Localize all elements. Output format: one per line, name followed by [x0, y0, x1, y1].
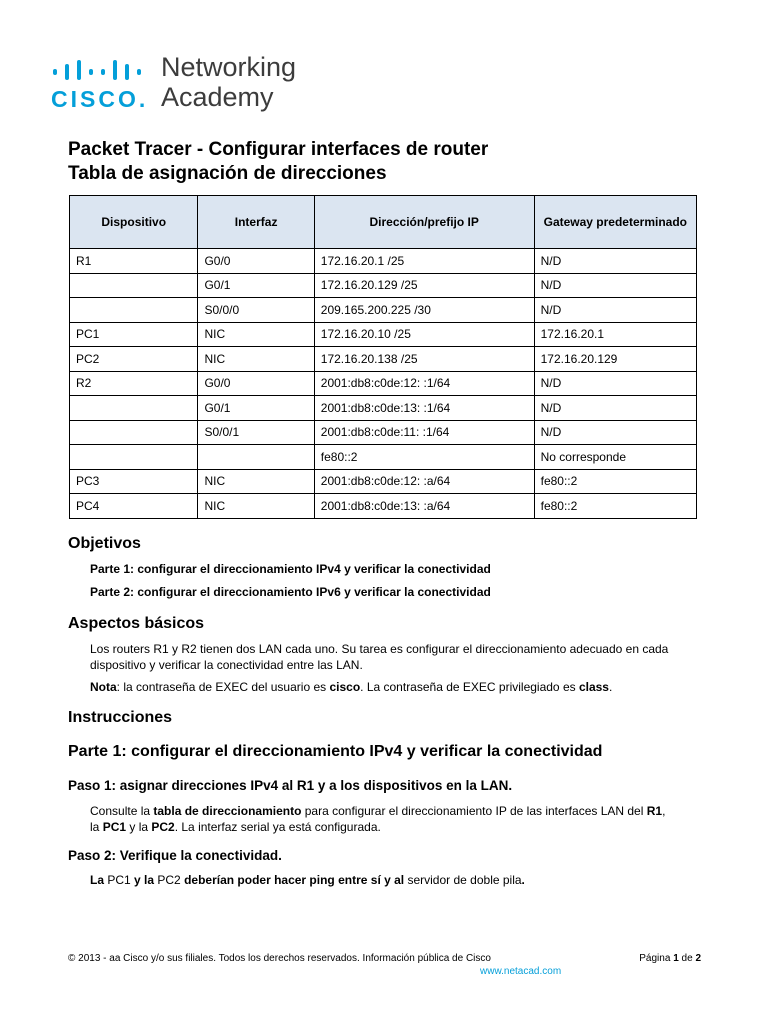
- table-cell: G0/1: [198, 273, 314, 298]
- table-cell: 2001:db8:c0de:13: :1/64: [314, 396, 534, 421]
- nota-label: Nota: [90, 680, 117, 694]
- paso1-h: y la: [126, 820, 152, 834]
- table-cell: [70, 298, 198, 323]
- table-cell: N/D: [534, 420, 696, 445]
- table-title: Tabla de asignación de direcciones: [68, 163, 387, 184]
- table-row: [70, 469, 697, 494]
- nota-class: class: [578, 680, 609, 694]
- paso1-f: la: [90, 820, 103, 834]
- table-cell: 2001:db8:c0de:12: :1/64: [314, 371, 534, 396]
- table-cell: N/D: [534, 396, 696, 421]
- table-cell: NIC: [198, 469, 314, 494]
- paso1-heading: Paso 1: asignar direcciones IPv4 al R1 y a los dispositivos en la LAN.: [68, 778, 513, 793]
- paso2-b: PC1: [104, 873, 135, 887]
- table-cell: NIC: [198, 347, 314, 372]
- table-cell: 172.16.20.138 /25: [314, 347, 534, 372]
- nota-text-b: . La contraseña de EXEC privilegiado es: [360, 680, 579, 694]
- table-cell: [198, 445, 314, 470]
- address-table: [69, 195, 697, 519]
- table-cell: PC3: [70, 469, 198, 494]
- table-cell: N/D: [534, 371, 696, 396]
- footer-netacad-link[interactable]: www.netacad.com: [480, 966, 562, 977]
- instrucciones-heading: Instrucciones: [68, 709, 173, 726]
- table-header-row: [70, 196, 697, 249]
- page-of: de: [678, 953, 696, 964]
- page-title: Packet Tracer - Configurar interfaces de router: [68, 139, 489, 160]
- table-cell: No corresponde: [534, 445, 696, 470]
- table-cell: [70, 445, 198, 470]
- brand-academy: Academy: [161, 82, 274, 112]
- footer-page-number: [639, 953, 701, 964]
- table-cell: PC4: [70, 494, 198, 519]
- paso1-c: para configurar el direccionamiento IP de las interfaces LAN del: [301, 804, 647, 818]
- table-cell: 172.16.20.129 /25: [314, 273, 534, 298]
- paso2-e: deberían poder hacer ping entre sí y al: [184, 873, 405, 887]
- page-total: 2: [695, 953, 701, 964]
- paso2-a: La: [90, 873, 105, 887]
- table-cell: G0/0: [198, 249, 314, 274]
- paso1-e: ,: [662, 804, 666, 818]
- paso1-text: [90, 803, 700, 835]
- table-cell: 172.16.20.129: [534, 347, 696, 372]
- table-cell: 2001:db8:c0de:11: :1/64: [314, 420, 534, 445]
- parte1-heading: Parte 1: configurar el direccionamiento IPv4 y verificar la conectividad: [68, 743, 603, 760]
- table-cell: 172.16.20.1: [534, 322, 696, 347]
- header-gateway-label: Gateway predeterminado: [543, 215, 687, 229]
- paso2-d: PC2: [154, 873, 185, 887]
- paso1-a: Consulte la: [90, 804, 154, 818]
- cisco-networking-academy-logo: [51, 52, 311, 118]
- paso2-heading: Paso 2: Verifique la conectividad.: [68, 848, 282, 863]
- table-row: [70, 273, 697, 298]
- table-cell: N/D: [534, 298, 696, 323]
- paso1-g: PC1: [102, 820, 127, 834]
- nota-text-a: : la contraseña de EXEC del usuario es: [116, 680, 330, 694]
- table-cell: R1: [70, 249, 198, 274]
- table-cell: 2001:db8:c0de:13: :a/64: [314, 494, 534, 519]
- table-cell: G0/0: [198, 371, 314, 396]
- table-cell: 209.165.200.225 /30: [314, 298, 534, 323]
- paso1-j: . La interfaz serial ya está configurada.: [174, 820, 381, 834]
- table-cell: fe80::2: [534, 494, 696, 519]
- table-row: [70, 396, 697, 421]
- objetivo-parte1: Parte 1: configurar el direccionamiento IPv4 y verificar la conectividad: [90, 562, 491, 576]
- aspectos-text: Los routers R1 y R2 tienen dos LAN cada uno. Su tarea es configurar el direccionamiento adecuado en cada dispositivo y verificar la conectividad entre las LAN.: [90, 642, 669, 672]
- table-cell: [70, 420, 198, 445]
- paso2-c: y la: [134, 873, 155, 887]
- table-cell: 172.16.20.1 /25: [314, 249, 534, 274]
- table-cell: NIC: [198, 322, 314, 347]
- header-gateway: [534, 196, 696, 249]
- footer-copyright: © 2013 - aa Cisco y/o sus filiales. Todos los derechos reservados. Información pública de Cisco: [68, 953, 491, 964]
- table-row: [70, 298, 697, 323]
- page-num: 1: [673, 953, 679, 964]
- cisco-bars-icon: [53, 60, 153, 82]
- page-label: Página: [639, 953, 674, 964]
- header-direccion: Dirección/prefijo IP: [314, 196, 534, 249]
- table-cell: fe80::2: [534, 469, 696, 494]
- table-cell: NIC: [198, 494, 314, 519]
- table-row: [70, 445, 697, 470]
- table-cell: PC2: [70, 347, 198, 372]
- cisco-wordmark: CISCO.: [51, 86, 149, 112]
- aspectos-heading: Aspectos básicos: [68, 615, 205, 632]
- table-cell: 2001:db8:c0de:12: :a/64: [314, 469, 534, 494]
- objetivo-parte2: Parte 2: configurar el direccionamiento IPv6 y verificar la conectividad: [90, 585, 491, 599]
- nota-paragraph: [90, 679, 700, 695]
- table-cell: N/D: [534, 249, 696, 274]
- paso2-f: servidor de doble pila: [404, 873, 522, 887]
- table-row: [70, 322, 697, 347]
- table-cell: S0/0/0: [198, 298, 314, 323]
- table-cell: S0/0/1: [198, 420, 314, 445]
- paso1-d: R1: [646, 804, 663, 818]
- table-row: [70, 249, 697, 274]
- objetivos-heading: Objetivos: [68, 535, 141, 552]
- header-interfaz: Interfaz: [198, 196, 314, 249]
- table-row: [70, 494, 697, 519]
- paso2-g: .: [521, 873, 525, 887]
- nota-cisco: cisco: [329, 680, 361, 694]
- table-cell: N/D: [534, 273, 696, 298]
- paso2-text: [90, 872, 700, 888]
- paso1-b: tabla de direccionamiento: [153, 804, 302, 818]
- table-row: [70, 347, 697, 372]
- table-cell: R2: [70, 371, 198, 396]
- table-cell: [70, 396, 198, 421]
- table-cell: PC1: [70, 322, 198, 347]
- table-row: [70, 371, 697, 396]
- header-dispositivo: Dispositivo: [70, 196, 198, 249]
- paso1-i: PC2: [151, 820, 175, 834]
- table-cell: G0/1: [198, 396, 314, 421]
- brand-networking: Networking: [161, 52, 297, 82]
- table-row: [70, 420, 697, 445]
- table-cell: 172.16.20.10 /25: [314, 322, 534, 347]
- table-cell: [70, 273, 198, 298]
- nota-text-c: .: [608, 680, 613, 694]
- table-cell: fe80::2: [314, 445, 534, 470]
